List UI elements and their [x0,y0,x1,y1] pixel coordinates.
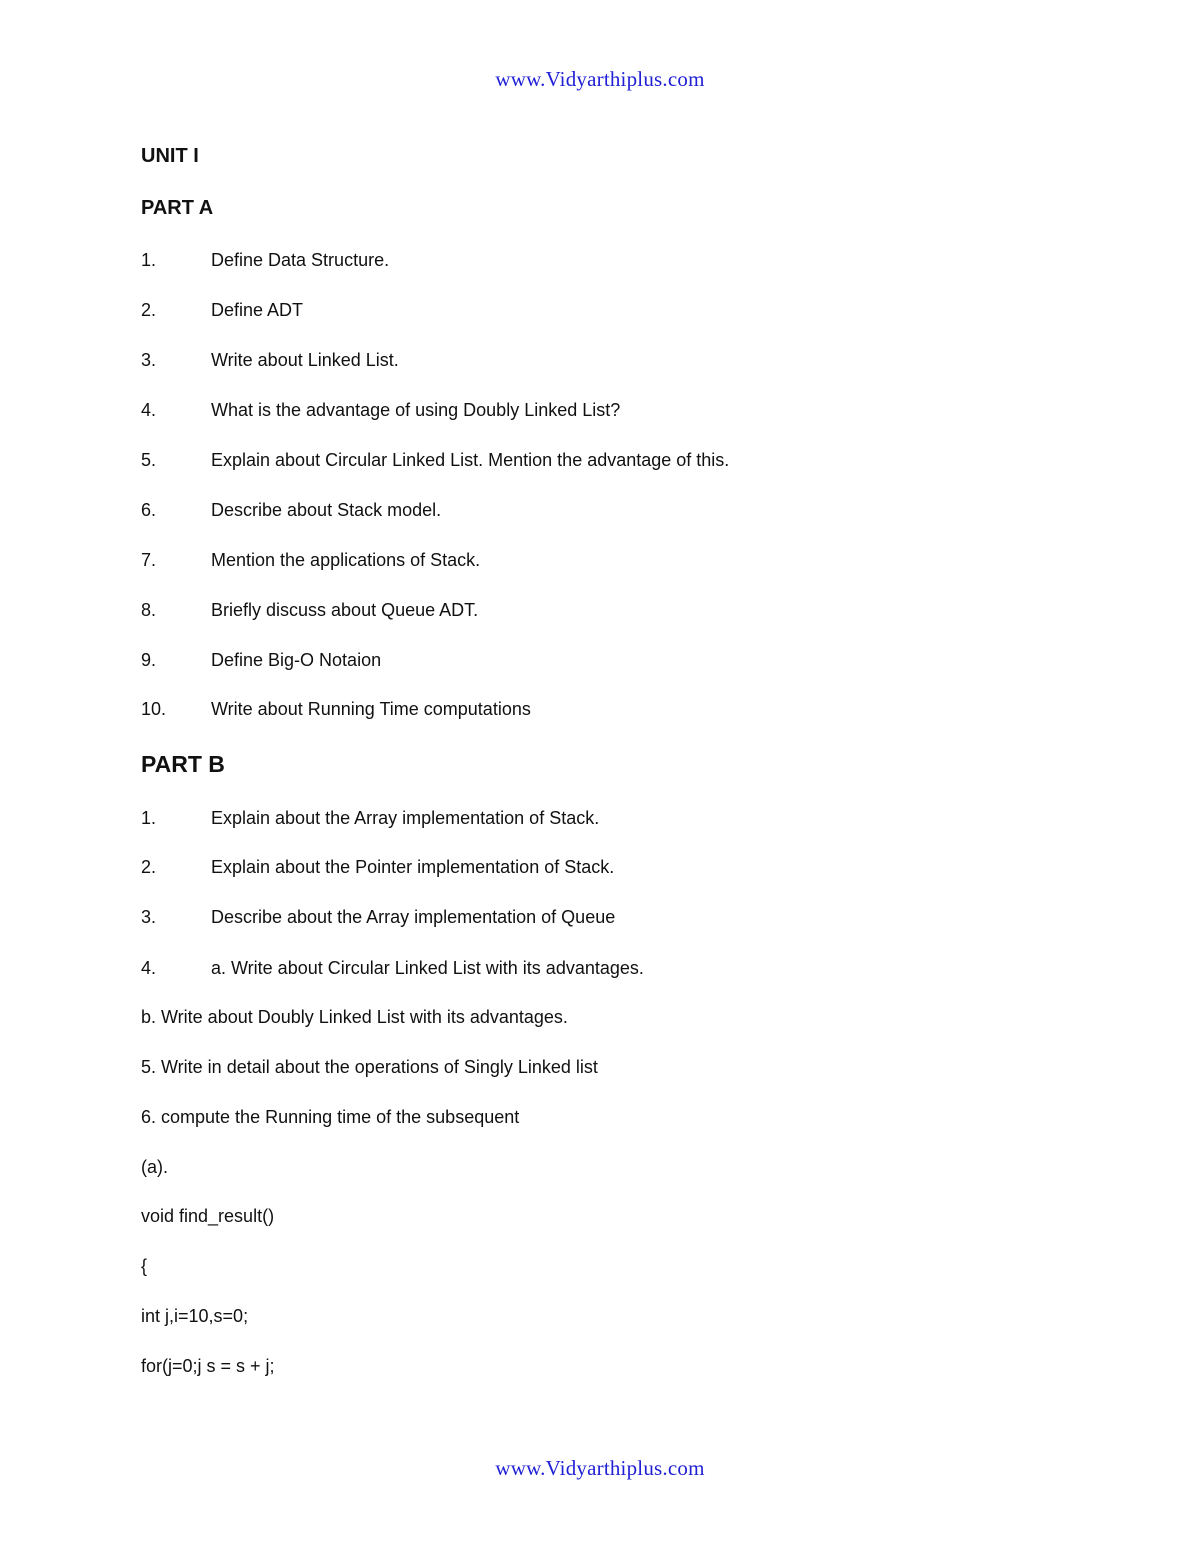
question-number: 1. [141,808,157,828]
question-text: Describe about the Array implementation of Queue [211,907,616,927]
code-line: int j,i=10,s=0; [141,1306,249,1326]
part-b-title: PART B [141,751,225,777]
question-number: 10. [141,699,167,719]
part-b-line: 5. Write in detail about the operations of Singly Linked list [141,1057,598,1077]
unit-title: UNIT I [141,145,199,167]
part-b-question [141,957,644,979]
part-b-question [141,807,599,829]
code-line: void find_result() [141,1206,275,1226]
part-a-question [141,299,303,321]
part-a-question [141,499,441,521]
question-number: 3. [141,907,157,927]
question-text: Define ADT [211,300,304,320]
part-b-question [141,906,615,928]
part-b-line: 6. compute the Running time of the subsequent [141,1107,520,1127]
question-text: Briefly discuss about Queue ADT. [211,600,479,620]
question-text: Explain about the Array implementation of Stack. [211,808,600,828]
part-a-question [141,649,381,671]
part-b-line: b. Write about Doubly Linked List with its advantages. [141,1007,568,1027]
question-text: Define Big-O Notaion [211,650,382,670]
part-a-question [141,549,480,571]
question-number: 8. [141,600,157,620]
question-text: Write about Linked List. [211,350,399,370]
question-text: Describe about Stack model. [211,500,442,520]
question-text: Mention the applications of Stack. [211,550,481,570]
question-number: 2. [141,857,157,877]
question-number: 4. [141,958,157,978]
question-text: What is the advantage of using Doubly Linked List? [211,400,621,420]
question-number: 4. [141,400,157,420]
part-b-line: (a). [141,1157,168,1177]
code-line: for(j=0;j s = s + j; [141,1356,275,1376]
part-a-question [141,349,399,371]
question-text: Write about Running Time computations [211,699,531,719]
footer-website-link[interactable]: www.Vidyarthiplus.com [495,1456,705,1480]
question-text: a. Write about Circular Linked List with its advantages. [211,958,644,978]
part-b-question [141,856,614,878]
question-number: 5. [141,450,157,470]
question-text: Define Data Structure. [211,250,390,270]
part-a-title: PART A [141,197,214,219]
code-line: { [141,1256,148,1276]
part-a-question [141,599,478,621]
part-a-question [141,249,389,271]
question-number: 1. [141,250,157,270]
question-text: Explain about the Pointer implementation of Stack. [211,857,615,877]
question-text: Explain about Circular Linked List. Mention the advantage of this. [211,450,730,470]
question-number: 7. [141,550,157,570]
part-a-question [141,698,531,720]
question-number: 3. [141,350,157,370]
header-website-link[interactable]: www.Vidyarthiplus.com [495,67,705,91]
part-a-question [141,399,620,421]
part-a-question [141,449,729,471]
question-number: 6. [141,500,157,520]
question-number: 9. [141,650,157,670]
question-number: 2. [141,300,157,320]
